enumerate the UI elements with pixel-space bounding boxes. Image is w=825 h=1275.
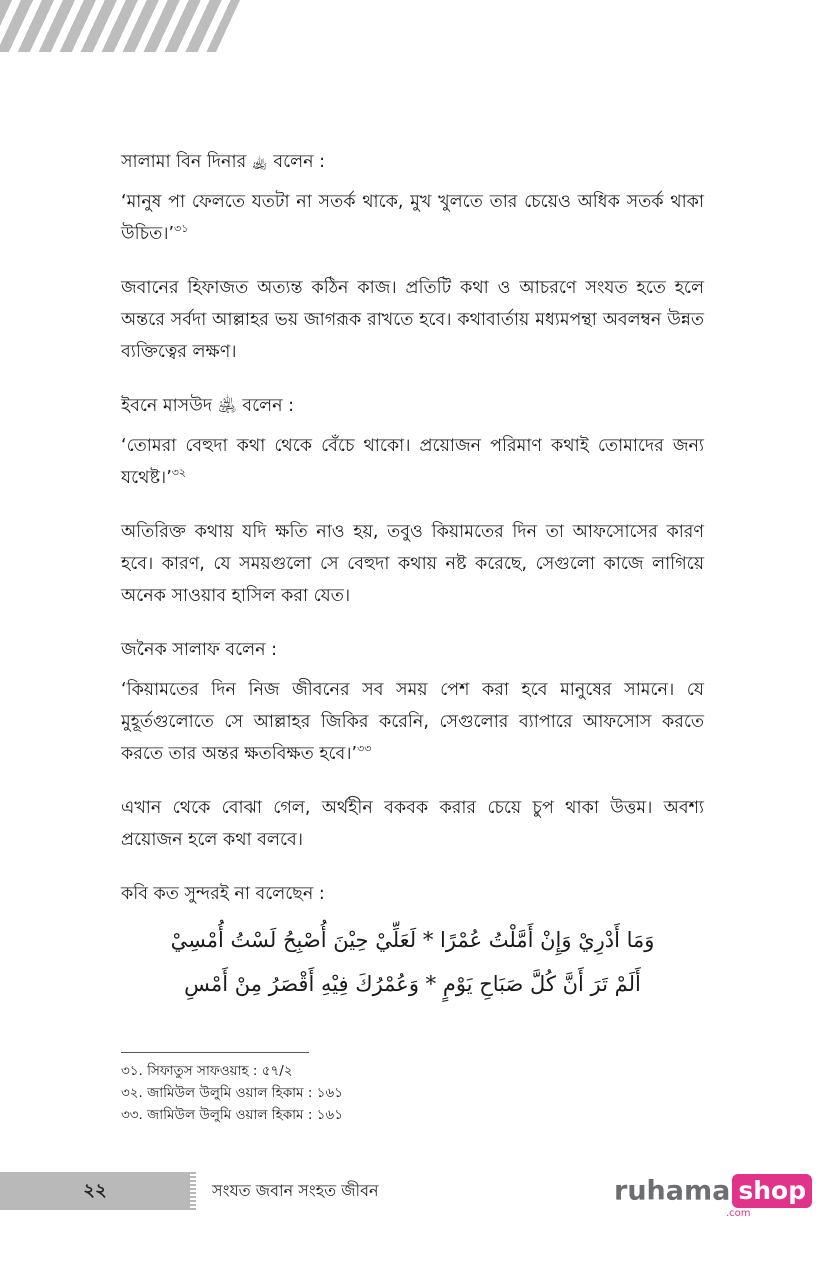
footnote-ref-33: ৩৩ <box>357 742 372 756</box>
quote-ibn-masud: ‘তোমরা বেহুদা কথা থেকে বেঁচে থাকো। প্রয়োজন পরিমাণ কথাই তোমাদের জন্য যথেষ্ট।’$^{৩২}$ <box>121 436 704 488</box>
poem-line-2: أَلَمْ تَرَ أَنَّ كُلَّ صَبَاحِ يَوْمٍ * وَعُمْرُكَ فِيْهِ أَقْصَرُ مِنْ أَمْسِ <box>184 972 641 996</box>
lead-poet: কবি কত সুন্দরই না বলেছেন : <box>121 884 325 904</box>
page-body <box>121 146 704 1006</box>
body-paragraph-2: অতিরিক্ত কথায় যদি ক্ষতি নাও হয়, তবুও কিয়ামতের দিন তা আফসোসের কারণ হবে। কারণ, যে সময়গুলো সে বেহুদা কথায় নষ্ট করেছে, সেগুলো কাজে লাগিয়ে অনেক সাওয়াব হাসিল করা যেত। <box>121 522 704 606</box>
logo-badge: shop <box>732 1174 812 1208</box>
footnote-32: ৩২. জামিউল উলুমি ওয়াল হিকাম : ১৬১ <box>121 1085 343 1101</box>
page-number: ২২ <box>83 1180 107 1201</box>
footnote-ref-32: ৩২ <box>171 466 187 480</box>
body-paragraph-1: জবানের হিফাজত অত্যন্ত কঠিন কাজ। প্রতিটি কথা ও আচরণে সংযত হতে হলে অন্তরে সর্বদা আল্লাহর ভয় জাগরূক রাখতে হবে। কথাবার্তায় মধ্যমপন্থা অবলম্বন উন্নত ব্যক্তিত্বের লক্ষণ। <box>121 278 704 362</box>
quote-salama: ‘মানুষ পা ফেলতে যতটা না সতর্ক থাকে, মুখ খুলতে তার চেয়েও অধিক সতর্ক থাকা উচিত।’$^{৩১}$ <box>121 192 704 244</box>
quote-salaf: ‘কিয়ামতের দিন নিজ জীবনের সব সময় পেশ করা হবে মানুষের সামনে। যে মুহূর্তগুলোতে সে আল্লাহর জিকির করেনি, সেগুলোর ব্যাপারে আফসোস করতে করতে তার অন্তর ক্ষতবিক্ষত হবে।’$^{৩৩}$ <box>121 680 704 764</box>
logo-word: ruhama <box>614 1175 731 1207</box>
publisher-logo <box>614 1174 812 1218</box>
body-paragraph-3: এখান থেকে বোঝা গেল, অর্থহীন বকবক করার চেয়ে চুপ থাকা উত্তম। অবশ্য প্রয়োজন হলে কথা বলবে। <box>121 798 704 850</box>
logo-domain: .com <box>726 1208 751 1219</box>
footnote-ref-31: ৩১ <box>174 222 189 236</box>
lead-salama: সালামা বিন দিনার ﵀ বলেন : <box>121 152 326 172</box>
lead-salaf: জনৈক সালাফ বলেন : <box>121 640 278 660</box>
poem-line-1: وَمَا أَدْرِيْ وَإِنْ أَمَّلْتُ عُمْرًا * لَعَلِّيْ حِيْنَ أُصْبِحُ لَسْتُ أُمْسِيْ <box>170 928 655 952</box>
book-title: সংযত জবান সংহত জীবন <box>212 1181 379 1200</box>
footnote-divider <box>121 1052 309 1053</box>
footnote-33: ৩৩. জামিউল উলুমি ওয়াল হিকাম : ১৬১ <box>121 1107 343 1123</box>
footnotes <box>121 1060 521 1126</box>
footnote-31: ৩১. সিফাতুস সাফওয়াহ : ৫৭/২ <box>121 1063 293 1079</box>
arabic-poem <box>121 918 704 1006</box>
lead-ibn-masud: ইবনে মাসউদ ﵁ বলেন : <box>121 396 295 416</box>
header-stripes <box>0 0 240 52</box>
